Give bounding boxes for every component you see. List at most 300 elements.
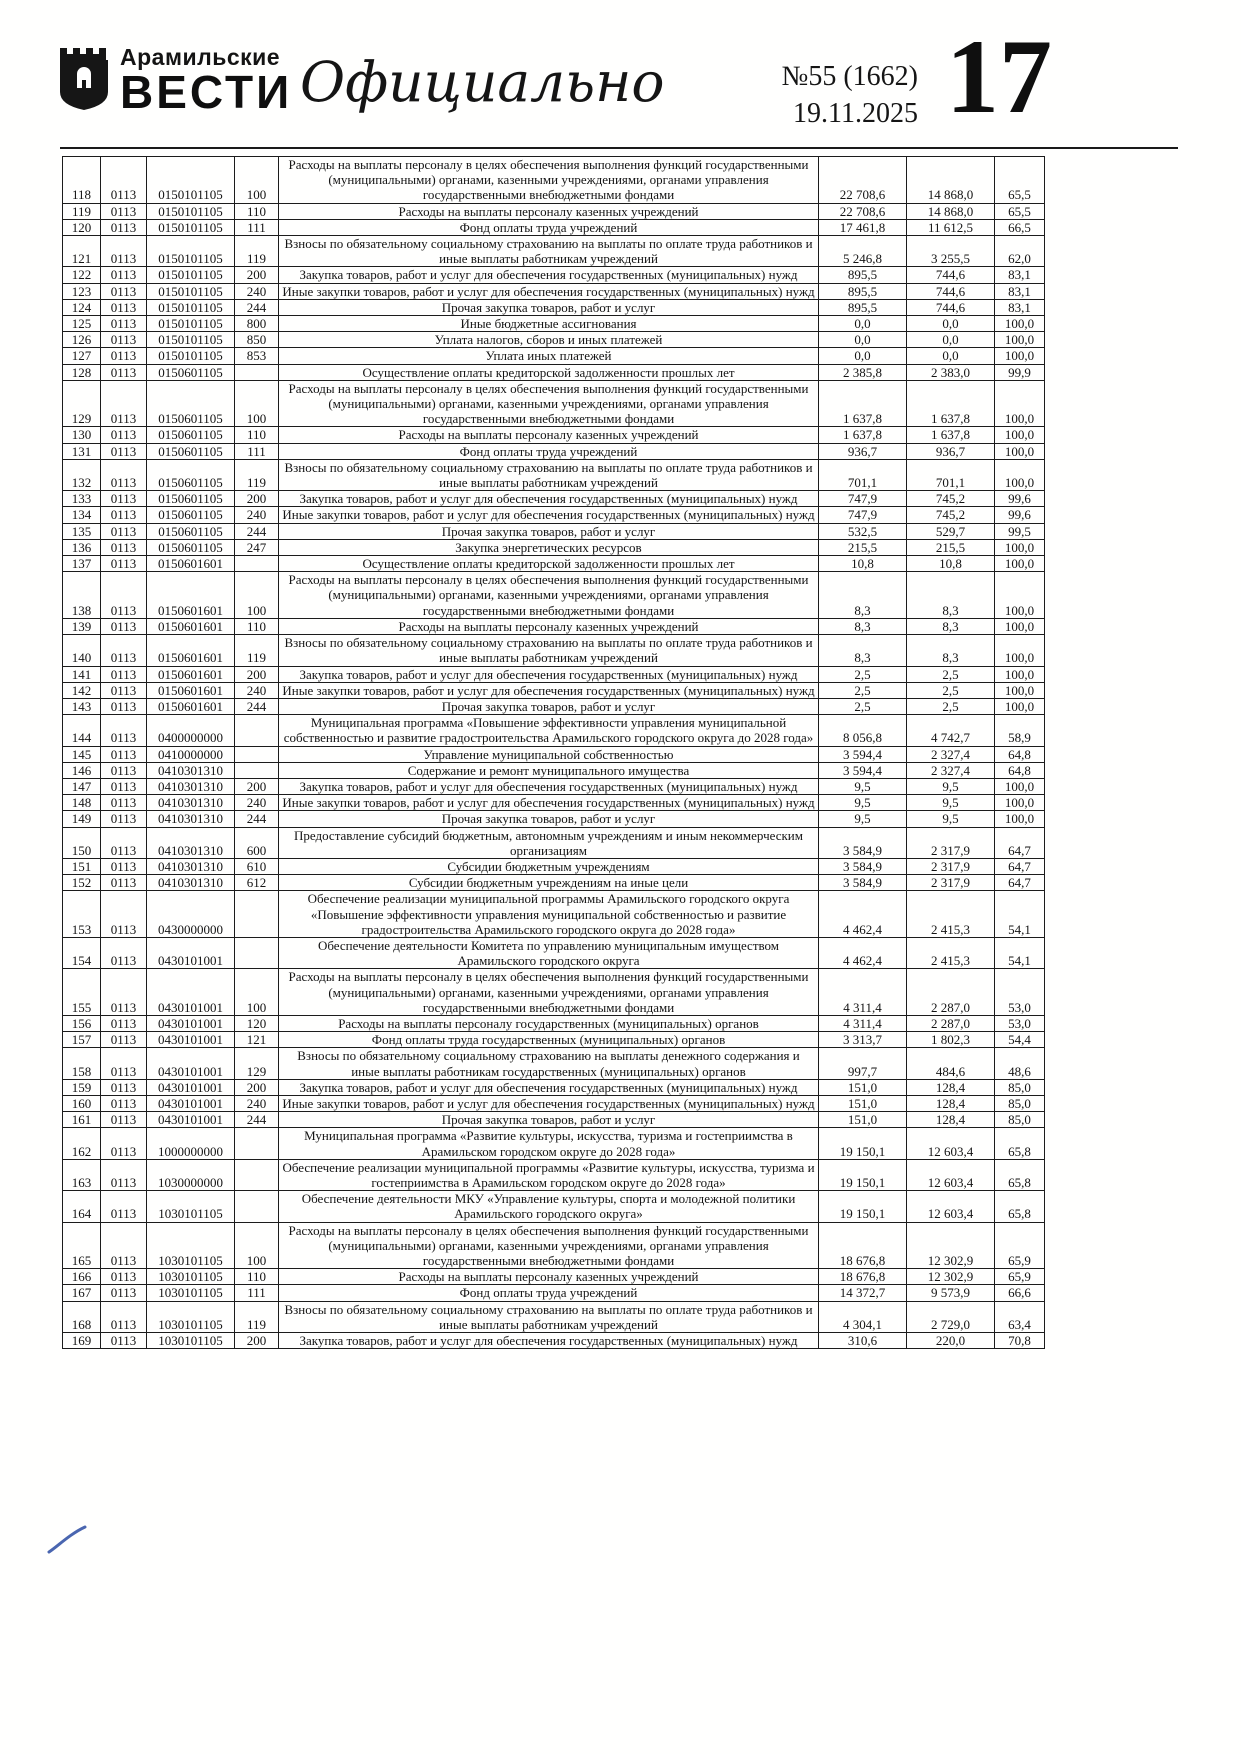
cell-target-article: 0150601105	[147, 380, 235, 427]
cell-row-number: 142	[63, 682, 101, 698]
cell-row-number: 137	[63, 556, 101, 572]
cell-percent: 99,5	[995, 523, 1045, 539]
cell-fact-amount: 0,0	[907, 316, 995, 332]
cell-description: Взносы по обязательному социальному страхованию на выплаты по оплате труда работников и иные выплаты работникам учреждений	[279, 236, 819, 267]
cell-section-code: 0113	[101, 762, 147, 778]
cell-row-number: 169	[63, 1333, 101, 1349]
cell-target-article: 0150601601	[147, 556, 235, 572]
cell-description: Взносы по обязательному социальному страхованию на выплаты по оплате труда работников и иные выплаты работникам учреждений	[279, 1301, 819, 1332]
table-row	[63, 1128, 1045, 1159]
cell-plan-amount: 895,5	[819, 283, 907, 299]
cell-expense-type: 100	[235, 380, 279, 427]
table-row	[63, 1269, 1045, 1285]
table-row	[63, 969, 1045, 1016]
cell-plan-amount: 18 676,8	[819, 1222, 907, 1269]
cell-plan-amount: 3 313,7	[819, 1032, 907, 1048]
cell-expense-type: 110	[235, 427, 279, 443]
cell-row-number: 168	[63, 1301, 101, 1332]
cell-expense-type: 119	[235, 236, 279, 267]
cell-row-number: 118	[63, 157, 101, 204]
cell-description: Субсидии бюджетным учреждениям на иные цели	[279, 875, 819, 891]
cell-target-article: 0410301310	[147, 795, 235, 811]
cell-fact-amount: 2 287,0	[907, 969, 995, 1016]
cell-row-number: 145	[63, 746, 101, 762]
cell-description: Фонд оплаты труда учреждений	[279, 443, 819, 459]
cell-plan-amount: 936,7	[819, 443, 907, 459]
cell-row-number: 159	[63, 1079, 101, 1095]
table-row	[63, 1191, 1045, 1222]
cell-row-number: 119	[63, 203, 101, 219]
cell-target-article: 0430101001	[147, 1112, 235, 1128]
cell-description: Иные бюджетные ассигнования	[279, 316, 819, 332]
table-row	[63, 1285, 1045, 1301]
cell-row-number: 164	[63, 1191, 101, 1222]
cell-row-number: 143	[63, 698, 101, 714]
cell-section-code: 0113	[101, 1095, 147, 1111]
cell-plan-amount: 2,5	[819, 666, 907, 682]
cell-fact-amount: 1 637,8	[907, 380, 995, 427]
cell-fact-amount: 14 868,0	[907, 203, 995, 219]
header-divider	[60, 147, 1178, 149]
cell-fact-amount: 215,5	[907, 539, 995, 555]
budget-table	[62, 156, 1045, 1349]
cell-row-number: 139	[63, 618, 101, 634]
cell-percent: 54,1	[995, 937, 1045, 968]
cell-fact-amount: 2 327,4	[907, 746, 995, 762]
cell-row-number: 141	[63, 666, 101, 682]
cell-percent: 100,0	[995, 572, 1045, 619]
issue-date: 19.11.2025	[793, 98, 918, 129]
cell-fact-amount: 128,4	[907, 1095, 995, 1111]
cell-plan-amount: 895,5	[819, 267, 907, 283]
cell-section-code: 0113	[101, 1285, 147, 1301]
cell-plan-amount: 14 372,7	[819, 1285, 907, 1301]
cell-row-number: 140	[63, 635, 101, 666]
cell-row-number: 157	[63, 1032, 101, 1048]
cell-description: Расходы на выплаты персоналу казенных учреждений	[279, 618, 819, 634]
cell-fact-amount: 9 573,9	[907, 1285, 995, 1301]
cell-expense-type: 610	[235, 858, 279, 874]
table-row	[63, 1015, 1045, 1031]
cell-description: Взносы по обязательному социальному страхованию на выплаты по оплате труда работников и иные выплаты работникам учреждений	[279, 459, 819, 490]
cell-description: Прочая закупка товаров, работ и услуг	[279, 299, 819, 315]
cell-percent: 65,8	[995, 1191, 1045, 1222]
cell-percent: 64,7	[995, 858, 1045, 874]
cell-target-article: 0150601105	[147, 507, 235, 523]
cell-section-code: 0113	[101, 969, 147, 1016]
cell-plan-amount: 0,0	[819, 332, 907, 348]
table-row	[63, 299, 1045, 315]
cell-percent: 65,9	[995, 1222, 1045, 1269]
cell-percent: 66,6	[995, 1285, 1045, 1301]
cell-percent: 70,8	[995, 1333, 1045, 1349]
cell-section-code: 0113	[101, 778, 147, 794]
cell-description: Фонд оплаты труда учреждений	[279, 219, 819, 235]
cell-plan-amount: 1 637,8	[819, 427, 907, 443]
cell-target-article: 1030000000	[147, 1159, 235, 1190]
cell-section-code: 0113	[101, 556, 147, 572]
cell-fact-amount: 12 603,4	[907, 1191, 995, 1222]
cell-row-number: 149	[63, 811, 101, 827]
cell-section-code: 0113	[101, 698, 147, 714]
cell-row-number: 147	[63, 778, 101, 794]
cell-fact-amount: 936,7	[907, 443, 995, 459]
cell-plan-amount: 747,9	[819, 507, 907, 523]
cell-fact-amount: 701,1	[907, 459, 995, 490]
cell-section-code: 0113	[101, 1191, 147, 1222]
cell-plan-amount: 8,3	[819, 635, 907, 666]
cell-section-code: 0113	[101, 236, 147, 267]
masthead-title-main: ВЕСТИ	[120, 66, 293, 118]
cell-percent: 100,0	[995, 698, 1045, 714]
cell-expense-type: 100	[235, 572, 279, 619]
cell-section-code: 0113	[101, 1032, 147, 1048]
table-row	[63, 891, 1045, 938]
cell-description: Расходы на выплаты персоналу в целях обеспечения выполнения функций государственными (муниципальными) органами, казенными учреждениями, органами управления государственными внебюджетными фондами	[279, 157, 819, 204]
cell-expense-type	[235, 1128, 279, 1159]
cell-fact-amount: 0,0	[907, 348, 995, 364]
table-row	[63, 715, 1045, 746]
cell-expense-type: 240	[235, 795, 279, 811]
cell-target-article: 0150101105	[147, 236, 235, 267]
issue-info	[740, 58, 918, 132]
cell-description: Обеспечение реализации муниципальной программы «Развитие культуры, искусства, туризма и гостеприимства в Арамильском городском округе до 2028 года»	[279, 1159, 819, 1190]
table-row	[63, 762, 1045, 778]
cell-section-code: 0113	[101, 427, 147, 443]
cell-expense-type	[235, 891, 279, 938]
cell-expense-type: 119	[235, 635, 279, 666]
cell-expense-type: 200	[235, 1079, 279, 1095]
cell-description: Закупка энергетических ресурсов	[279, 539, 819, 555]
cell-plan-amount: 997,7	[819, 1048, 907, 1079]
cell-description: Расходы на выплаты персоналу в целях обеспечения выполнения функций государственными (муниципальными) органами, казенными учреждениями, органами управления государственными внебюджетными фондами	[279, 969, 819, 1016]
cell-row-number: 160	[63, 1095, 101, 1111]
cell-description: Закупка товаров, работ и услуг для обеспечения государственных (муниципальных) нужд	[279, 267, 819, 283]
cell-fact-amount: 12 302,9	[907, 1269, 995, 1285]
cell-expense-type: 853	[235, 348, 279, 364]
cell-plan-amount: 4 462,4	[819, 891, 907, 938]
cell-row-number: 151	[63, 858, 101, 874]
cell-section-code: 0113	[101, 1112, 147, 1128]
cell-description: Иные закупки товаров, работ и услуг для обеспечения государственных (муниципальных) нужд	[279, 1095, 819, 1111]
cell-description: Обеспечение реализации муниципальной программы Арамильского городского округа «Повышение эффективности управления муниципальной собственностью и развитие градостроительства Арамильского городского округа до 2028 года»	[279, 891, 819, 938]
cell-target-article: 0150101105	[147, 267, 235, 283]
cell-row-number: 132	[63, 459, 101, 490]
cell-percent: 100,0	[995, 316, 1045, 332]
cell-row-number: 167	[63, 1285, 101, 1301]
cell-section-code: 0113	[101, 666, 147, 682]
cell-plan-amount: 4 462,4	[819, 937, 907, 968]
cell-plan-amount: 8,3	[819, 572, 907, 619]
cell-section-code: 0113	[101, 1269, 147, 1285]
cell-description: Взносы по обязательному социальному страхованию на выплаты по оплате труда работников и иные выплаты работникам учреждений	[279, 635, 819, 666]
cell-description: Иные закупки товаров, работ и услуг для обеспечения государственных (муниципальных) нужд	[279, 283, 819, 299]
table-row	[63, 491, 1045, 507]
cell-percent: 53,0	[995, 969, 1045, 1016]
cell-fact-amount: 1 802,3	[907, 1032, 995, 1048]
cell-percent: 99,6	[995, 491, 1045, 507]
cell-section-code: 0113	[101, 1015, 147, 1031]
cell-section-code: 0113	[101, 157, 147, 204]
cell-target-article: 0430101001	[147, 937, 235, 968]
cell-percent: 85,0	[995, 1112, 1045, 1128]
table-row	[63, 875, 1045, 891]
cell-percent: 100,0	[995, 682, 1045, 698]
cell-section-code: 0113	[101, 299, 147, 315]
cell-fact-amount: 8,3	[907, 618, 995, 634]
cell-row-number: 124	[63, 299, 101, 315]
cell-target-article: 0410301310	[147, 778, 235, 794]
cell-section-code: 0113	[101, 875, 147, 891]
cell-description: Осуществление оплаты кредиторской задолженности прошлых лет	[279, 556, 819, 572]
cell-percent: 63,4	[995, 1301, 1045, 1332]
table-row	[63, 1112, 1045, 1128]
cell-percent: 54,1	[995, 891, 1045, 938]
cell-fact-amount: 744,6	[907, 267, 995, 283]
cell-fact-amount: 4 742,7	[907, 715, 995, 746]
masthead-text	[120, 44, 293, 118]
cell-fact-amount: 2,5	[907, 682, 995, 698]
cell-target-article: 0150101105	[147, 332, 235, 348]
table-row	[63, 937, 1045, 968]
cell-fact-amount: 8,3	[907, 572, 995, 619]
cell-fact-amount: 2,5	[907, 698, 995, 714]
cell-description: Прочая закупка товаров, работ и услуг	[279, 698, 819, 714]
cell-expense-type: 244	[235, 299, 279, 315]
cell-fact-amount: 2 317,9	[907, 827, 995, 858]
cell-description: Закупка товаров, работ и услуг для обеспечения государственных (муниципальных) нужд	[279, 1333, 819, 1349]
cell-target-article: 0430101001	[147, 1032, 235, 1048]
cell-description: Закупка товаров, работ и услуг для обеспечения государственных (муниципальных) нужд	[279, 491, 819, 507]
cell-row-number: 120	[63, 219, 101, 235]
cell-description: Фонд оплаты труда учреждений	[279, 1285, 819, 1301]
cell-plan-amount: 151,0	[819, 1079, 907, 1095]
table-row	[63, 827, 1045, 858]
cell-expense-type	[235, 937, 279, 968]
cell-plan-amount: 18 676,8	[819, 1269, 907, 1285]
cell-plan-amount: 3 594,4	[819, 746, 907, 762]
cell-section-code: 0113	[101, 811, 147, 827]
cell-target-article: 0150601105	[147, 523, 235, 539]
table-row	[63, 698, 1045, 714]
table-row	[63, 795, 1045, 811]
cell-target-article: 0150601105	[147, 539, 235, 555]
cell-section-code: 0113	[101, 203, 147, 219]
cell-expense-type: 200	[235, 267, 279, 283]
cell-expense-type: 111	[235, 1285, 279, 1301]
cell-row-number: 156	[63, 1015, 101, 1031]
cell-row-number: 158	[63, 1048, 101, 1079]
issue-number: №55 (1662)	[781, 61, 918, 92]
cell-expense-type: 200	[235, 778, 279, 794]
cell-plan-amount: 17 461,8	[819, 219, 907, 235]
table-row	[63, 283, 1045, 299]
cell-description: Расходы на выплаты персоналу в целях обеспечения выполнения функций государственными (муниципальными) органами, казенными учреждениями, органами управления государственными внебюджетными фондами	[279, 1222, 819, 1269]
cell-section-code: 0113	[101, 746, 147, 762]
cell-expense-type: 111	[235, 443, 279, 459]
cell-plan-amount: 19 150,1	[819, 1128, 907, 1159]
cell-plan-amount: 4 311,4	[819, 969, 907, 1016]
cell-description: Прочая закупка товаров, работ и услуг	[279, 523, 819, 539]
cell-percent: 100,0	[995, 459, 1045, 490]
table-row	[63, 556, 1045, 572]
cell-plan-amount: 3 584,9	[819, 827, 907, 858]
cell-section-code: 0113	[101, 1128, 147, 1159]
cell-expense-type: 612	[235, 875, 279, 891]
cell-row-number: 131	[63, 443, 101, 459]
cell-section-code: 0113	[101, 443, 147, 459]
cell-expense-type: 110	[235, 1269, 279, 1285]
cell-description: Обеспечение деятельности МКУ «Управление культуры, спорта и молодежной политики Арамильского городского округа»	[279, 1191, 819, 1222]
cell-description: Расходы на выплаты персоналу казенных учреждений	[279, 203, 819, 219]
cell-expense-type: 110	[235, 618, 279, 634]
table-row	[63, 219, 1045, 235]
cell-target-article: 0410000000	[147, 746, 235, 762]
cell-description: Закупка товаров, работ и услуг для обеспечения государственных (муниципальных) нужд	[279, 778, 819, 794]
cell-section-code: 0113	[101, 380, 147, 427]
cell-row-number: 123	[63, 283, 101, 299]
table-row	[63, 348, 1045, 364]
cell-fact-amount: 9,5	[907, 778, 995, 794]
cell-target-article: 0150601601	[147, 618, 235, 634]
table-row	[63, 1048, 1045, 1079]
cell-expense-type	[235, 1159, 279, 1190]
cell-row-number: 166	[63, 1269, 101, 1285]
cell-plan-amount: 9,5	[819, 795, 907, 811]
cell-percent: 64,8	[995, 746, 1045, 762]
table-row	[63, 1301, 1045, 1332]
cell-plan-amount: 0,0	[819, 348, 907, 364]
cell-plan-amount: 1 637,8	[819, 380, 907, 427]
cell-description: Закупка товаров, работ и услуг для обеспечения государственных (муниципальных) нужд	[279, 666, 819, 682]
table-row	[63, 203, 1045, 219]
cell-row-number: 135	[63, 523, 101, 539]
cell-plan-amount: 3 584,9	[819, 858, 907, 874]
cell-fact-amount: 529,7	[907, 523, 995, 539]
cell-percent: 65,9	[995, 1269, 1045, 1285]
cell-target-article: 0410301310	[147, 858, 235, 874]
table-row	[63, 778, 1045, 794]
cell-description: Уплата иных платежей	[279, 348, 819, 364]
cell-expense-type: 129	[235, 1048, 279, 1079]
cell-section-code: 0113	[101, 491, 147, 507]
cell-target-article: 0150101105	[147, 203, 235, 219]
cell-row-number: 130	[63, 427, 101, 443]
budget-table-body	[63, 157, 1045, 1349]
cell-row-number: 144	[63, 715, 101, 746]
cell-target-article: 1030101105	[147, 1269, 235, 1285]
cell-target-article: 0400000000	[147, 715, 235, 746]
cell-percent: 65,8	[995, 1128, 1045, 1159]
cell-target-article: 0150601105	[147, 427, 235, 443]
cell-row-number: 134	[63, 507, 101, 523]
cell-percent: 48,6	[995, 1048, 1045, 1079]
cell-target-article: 0150601601	[147, 682, 235, 698]
cell-percent: 100,0	[995, 635, 1045, 666]
cell-percent: 100,0	[995, 539, 1045, 555]
cell-description: Закупка товаров, работ и услуг для обеспечения государственных (муниципальных) нужд	[279, 1079, 819, 1095]
cell-target-article: 0150101105	[147, 316, 235, 332]
cell-row-number: 127	[63, 348, 101, 364]
cell-target-article: 1030101105	[147, 1301, 235, 1332]
cell-target-article: 0150101105	[147, 219, 235, 235]
cell-section-code: 0113	[101, 523, 147, 539]
cell-description: Иные закупки товаров, работ и услуг для обеспечения государственных (муниципальных) нужд	[279, 507, 819, 523]
cell-expense-type: 247	[235, 539, 279, 555]
table-row	[63, 332, 1045, 348]
cell-section-code: 0113	[101, 1079, 147, 1095]
cell-plan-amount: 747,9	[819, 491, 907, 507]
cell-target-article: 0150601105	[147, 443, 235, 459]
cell-section-code: 0113	[101, 459, 147, 490]
cell-expense-type: 240	[235, 283, 279, 299]
cell-row-number: 161	[63, 1112, 101, 1128]
cell-section-code: 0113	[101, 618, 147, 634]
cell-description: Расходы на выплаты персоналу в целях обеспечения выполнения функций государственными (муниципальными) органами, казенными учреждениями, органами управления государственными внебюджетными фондами	[279, 572, 819, 619]
cell-expense-type: 200	[235, 491, 279, 507]
cell-percent: 83,1	[995, 299, 1045, 315]
cell-section-code: 0113	[101, 507, 147, 523]
cell-fact-amount: 128,4	[907, 1112, 995, 1128]
cell-percent: 83,1	[995, 267, 1045, 283]
cell-section-code: 0113	[101, 635, 147, 666]
cell-plan-amount: 895,5	[819, 299, 907, 315]
cell-plan-amount: 10,8	[819, 556, 907, 572]
table-row	[63, 427, 1045, 443]
table-row	[63, 572, 1045, 619]
cell-target-article: 0150101105	[147, 299, 235, 315]
cell-description: Иные закупки товаров, работ и услуг для обеспечения государственных (муниципальных) нужд	[279, 795, 819, 811]
cell-target-article: 1030101105	[147, 1222, 235, 1269]
cell-description: Управление муниципальной собственностью	[279, 746, 819, 762]
cell-percent: 99,9	[995, 364, 1045, 380]
cell-target-article: 0150601105	[147, 364, 235, 380]
cell-percent: 53,0	[995, 1015, 1045, 1031]
cell-fact-amount: 2,5	[907, 666, 995, 682]
cell-fact-amount: 220,0	[907, 1333, 995, 1349]
cell-plan-amount: 3 584,9	[819, 875, 907, 891]
cell-row-number: 146	[63, 762, 101, 778]
cell-description: Прочая закупка товаров, работ и услуг	[279, 1112, 819, 1128]
cell-row-number: 138	[63, 572, 101, 619]
cell-percent: 100,0	[995, 348, 1045, 364]
cell-percent: 58,9	[995, 715, 1045, 746]
table-row	[63, 635, 1045, 666]
page-number: 17	[946, 18, 1052, 135]
cell-fact-amount: 12 603,4	[907, 1159, 995, 1190]
table-row	[63, 618, 1045, 634]
cell-plan-amount: 4 304,1	[819, 1301, 907, 1332]
cell-percent: 65,8	[995, 1159, 1045, 1190]
cell-expense-type: 200	[235, 1333, 279, 1349]
cell-section-code: 0113	[101, 937, 147, 968]
cell-percent: 65,5	[995, 203, 1045, 219]
cell-target-article: 0430000000	[147, 891, 235, 938]
cell-section-code: 0113	[101, 858, 147, 874]
cell-plan-amount: 3 594,4	[819, 762, 907, 778]
cell-section-code: 0113	[101, 682, 147, 698]
cell-percent: 65,5	[995, 157, 1045, 204]
cell-fact-amount: 2 383,0	[907, 364, 995, 380]
cell-expense-type: 100	[235, 1222, 279, 1269]
cell-section-code: 0113	[101, 1159, 147, 1190]
cell-plan-amount: 8 056,8	[819, 715, 907, 746]
cell-target-article: 0150101105	[147, 283, 235, 299]
cell-fact-amount: 10,8	[907, 556, 995, 572]
cell-target-article: 0150601601	[147, 666, 235, 682]
cell-target-article: 0150101105	[147, 157, 235, 204]
cell-target-article: 1030101105	[147, 1191, 235, 1222]
